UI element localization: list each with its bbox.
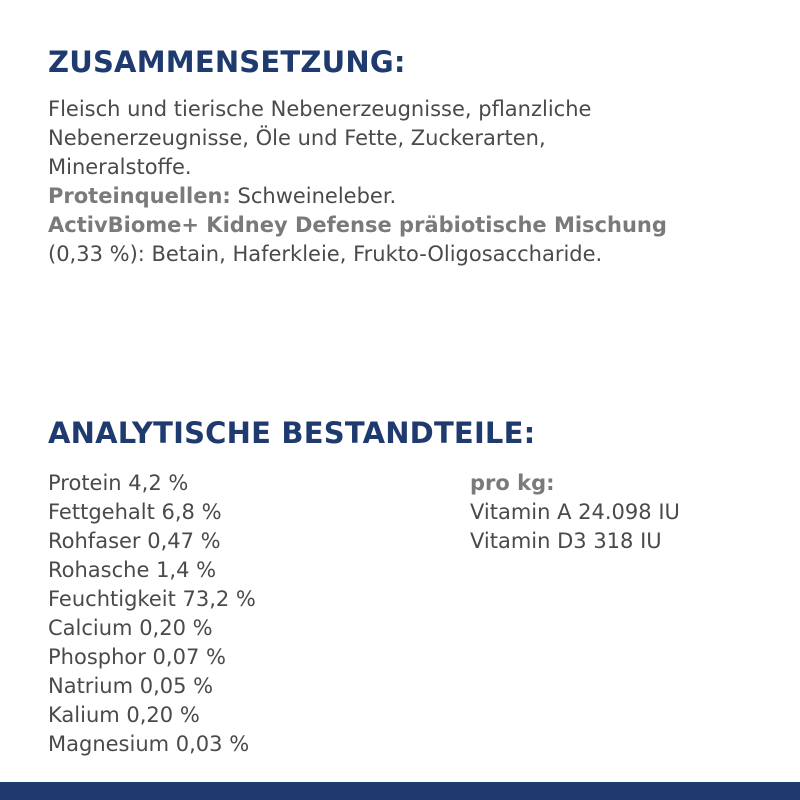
constituent-item: Natrium 0,05 % <box>48 674 214 698</box>
constituent-item: Rohfaser 0,47 % <box>48 529 221 553</box>
constituent-item: Rohasche 1,4 % <box>48 558 217 582</box>
constituent-item: Kalium 0,20 % <box>48 703 200 727</box>
protein-sources-value: Schweineleber. <box>230 184 397 208</box>
composition-text <box>48 95 788 269</box>
prebiotic-blend-label: ActivBiome+ Kidney Defense präbiotische Mischung <box>48 213 667 237</box>
analysis-heading: ANALYTISCHE BESTANDTEILE: <box>48 416 536 450</box>
constituent-item: Feuchtigkeit 73,2 % <box>48 587 256 611</box>
constituent-item: Protein 4,2 % <box>48 471 189 495</box>
protein-sources <box>48 182 788 211</box>
constituent-item: Fettgehalt 6,8 % <box>48 500 222 524</box>
vitamins-per-kg <box>470 469 790 556</box>
prebiotic-blend-value: (0,33 %): Betain, Haferkleie, Frukto-Oligosaccharide. <box>48 242 603 266</box>
constituent-item: Phosphor 0,07 % <box>48 645 226 669</box>
protein-sources-label: Proteinquellen: <box>48 184 231 208</box>
vitamin-item: Vitamin D3 318 IU <box>470 529 662 553</box>
ingredients-line: Mineralstoffe. <box>48 155 192 179</box>
constituent-item: Magnesium 0,03 % <box>48 732 250 756</box>
composition-heading: ZUSAMMENSETZUNG: <box>48 45 406 79</box>
ingredients-line: Fleisch und tierische Nebenerzeugnisse, pflanzliche <box>48 97 592 121</box>
analytical-constituents-list <box>48 469 448 759</box>
constituent-item: Calcium 0,20 % <box>48 616 213 640</box>
ingredients-line: Nebenerzeugnisse, Öle und Fette, Zuckerarten, <box>48 126 546 150</box>
bottom-brand-bar <box>0 782 800 800</box>
vitamin-item: Vitamin A 24.098 IU <box>470 500 680 524</box>
per-kg-label: pro kg: <box>470 471 555 495</box>
